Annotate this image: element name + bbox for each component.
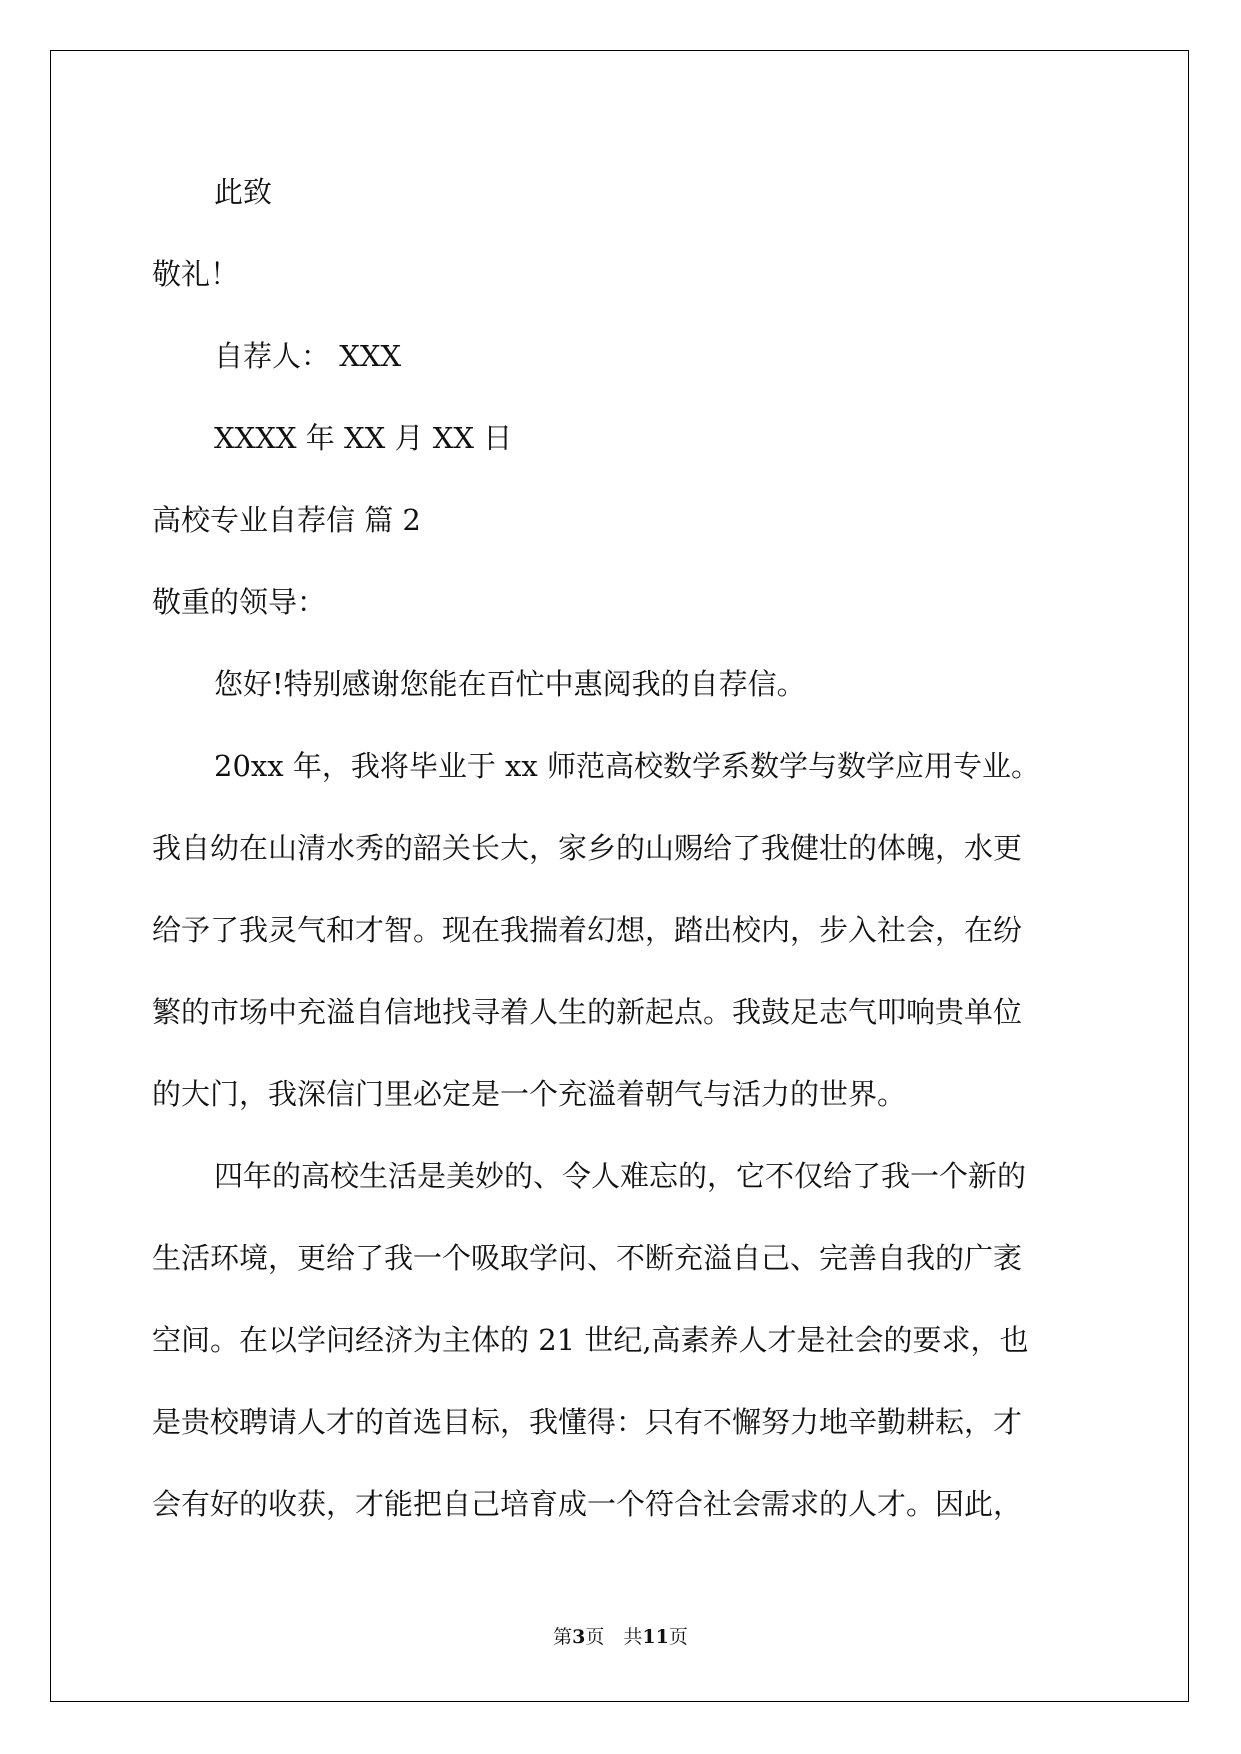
paragraph-line: 空间。在以学问经济为主体的 21 世纪,高素养人才是社会的要求，也 bbox=[152, 1323, 1029, 1357]
footer-suffix: 页 bbox=[668, 1626, 688, 1648]
footer-prefix: 第 bbox=[553, 1626, 573, 1648]
closing-regards: 敬礼！ bbox=[152, 257, 240, 291]
paragraph-line: 会有好的收获，才能把自己培育成一个符合社会需求的人才。因此， bbox=[152, 1487, 1023, 1521]
closing-salutation: 此致 bbox=[214, 175, 273, 209]
date-line: XXXX 年 XX 月 XX 日 bbox=[214, 421, 513, 455]
footer-page-number: 3 bbox=[572, 1626, 586, 1648]
paragraph-line: 我自幼在山清水秀的韶关长大，家乡的山赐给了我健壮的体魄，水更 bbox=[152, 831, 1023, 865]
footer-mid: 页 共 bbox=[585, 1626, 643, 1648]
paragraph-line: 您好!特别感谢您能在百忙中惠阅我的自荐信。 bbox=[214, 667, 806, 701]
page-border bbox=[50, 50, 1189, 1702]
paragraph-line: 生活环境，更给了我一个吸取学问、不断充溢自己、完善自我的广袤 bbox=[152, 1241, 1023, 1275]
paragraph-line: 是贵校聘请人才的首选目标，我懂得：只有不懈努力地辛勤耕耘，才 bbox=[152, 1405, 1023, 1439]
paragraph-line: 繁的市场中充溢自信地找寻着人生的新起点。我鼓足志气叩响贵单位 bbox=[152, 995, 1023, 1029]
footer-total-pages: 11 bbox=[642, 1626, 669, 1648]
page-footer bbox=[0, 1622, 1241, 1649]
signature-line: 自荐人： XXX bbox=[214, 339, 402, 373]
greeting: 敬重的领导： bbox=[152, 585, 327, 619]
paragraph-line: 的大门，我深信门里必定是一个充溢着朝气与活力的世界。 bbox=[152, 1077, 907, 1111]
paragraph-line: 给予了我灵气和才智。现在我揣着幻想，踏出校内，步入社会，在纷 bbox=[152, 913, 1023, 947]
paragraph-line: 20xx 年，我将毕业于 xx 师范高校数学系数学与数学应用专业。 bbox=[214, 749, 1040, 783]
section-heading: 高校专业自荐信 篇 2 bbox=[152, 503, 421, 537]
paragraph-line: 四年的高校生活是美妙的、令人难忘的，它不仅给了我一个新的 bbox=[214, 1159, 1027, 1193]
